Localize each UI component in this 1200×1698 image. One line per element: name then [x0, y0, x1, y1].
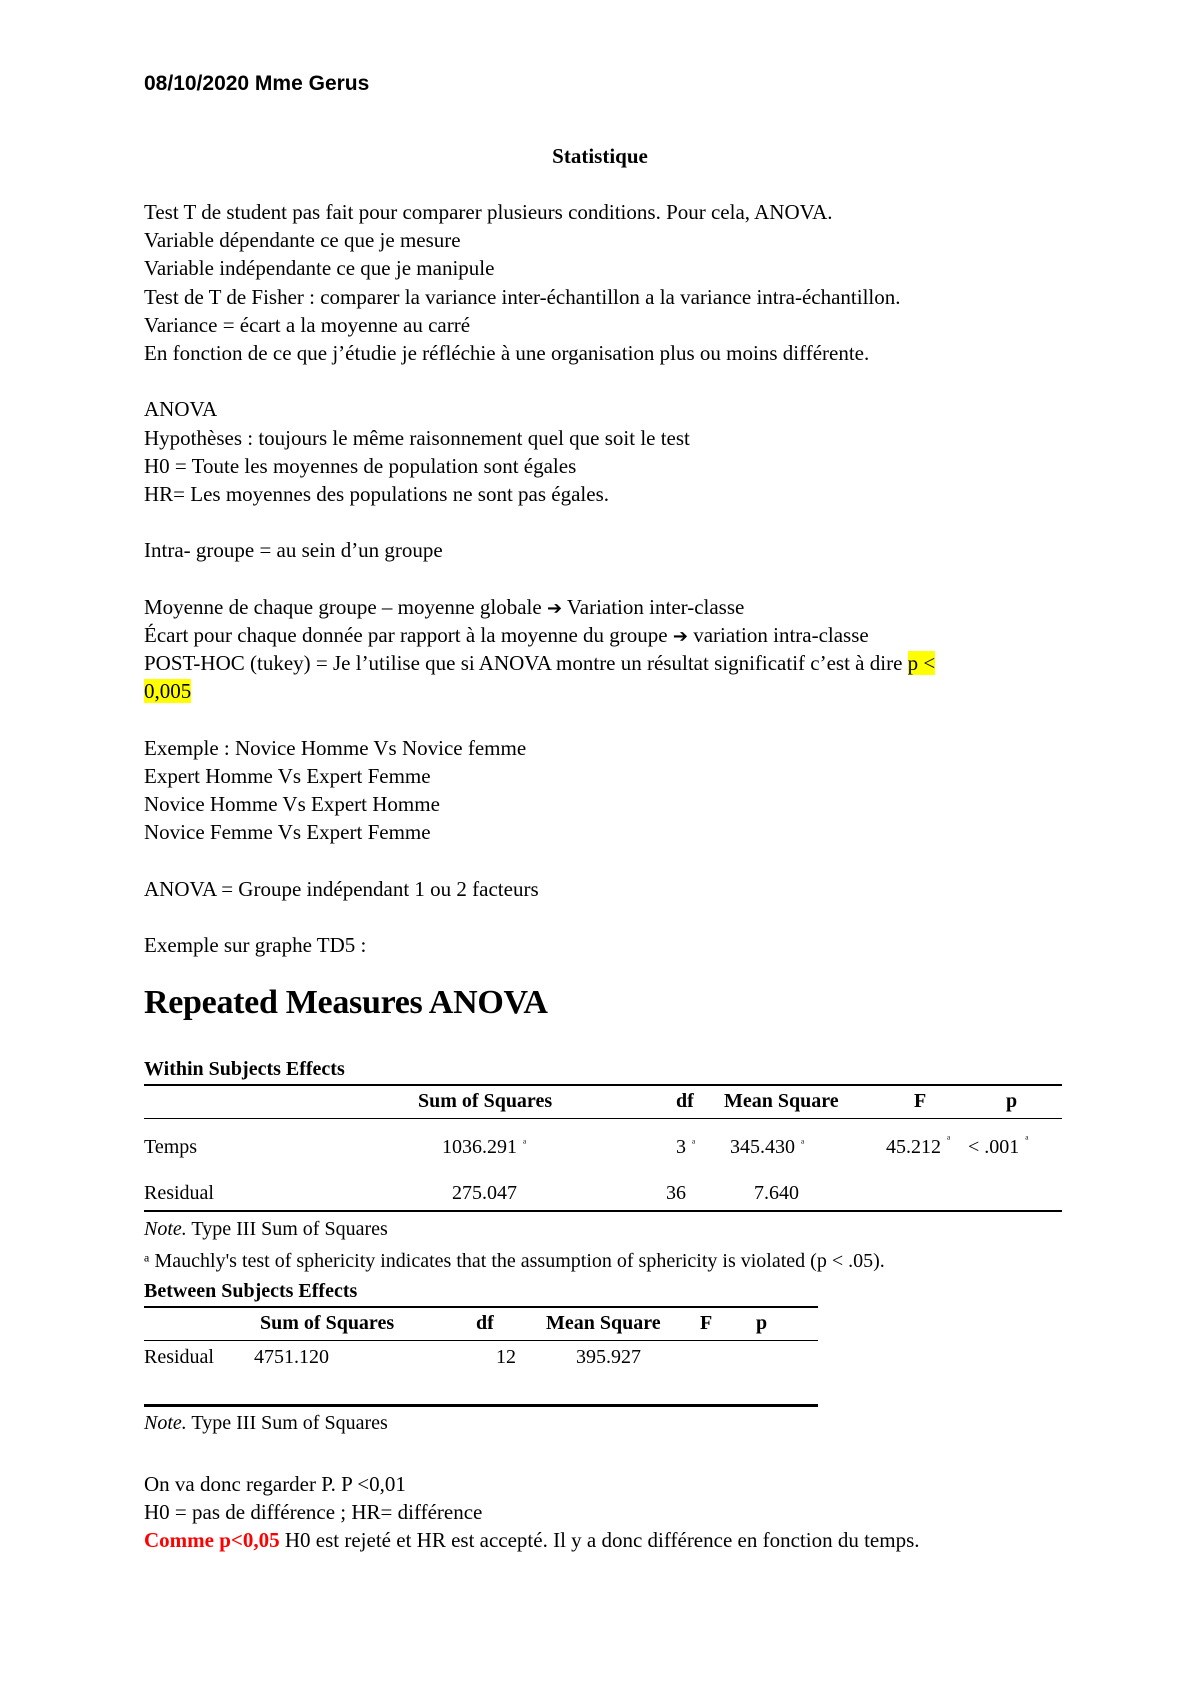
- conclusion-text: H0 est rejeté et HR est accepté. Il y a donc différence en fonction du temps.: [279, 1528, 920, 1552]
- table-note: Note. Type III Sum of Squares: [144, 1412, 388, 1434]
- column-header: Mean Square: [546, 1312, 661, 1334]
- table-cell: 345.430 $^ᵃ$: [730, 1136, 805, 1158]
- table-rule: [144, 1404, 818, 1407]
- arrow-right-icon: ➔: [546, 597, 563, 619]
- note-line: Exemple : Novice Homme Vs Novice femme: [144, 735, 527, 760]
- note-line: Intra- groupe = au sein d’un groupe: [144, 538, 443, 563]
- conclusion-line: On va donc regarder P. P <0,01: [144, 1472, 406, 1496]
- row-label: Residual: [144, 1346, 214, 1368]
- table-cell: 12: [496, 1346, 516, 1368]
- table-cell: 7.640: [754, 1182, 799, 1204]
- notes-body: [144, 198, 1064, 959]
- column-header: df: [676, 1090, 694, 1112]
- table-cell: 395.927: [576, 1346, 641, 1368]
- note-line: En fonction de ce que j’étudie je réfléchie à une organisation plus ou moins différente.: [144, 340, 870, 365]
- note-line: Exemple sur graphe TD5 :: [144, 932, 367, 957]
- column-header: F: [914, 1090, 927, 1112]
- arrow-right-icon: ➔: [672, 625, 688, 647]
- table-rule: [144, 1084, 1062, 1086]
- row-label: Temps: [144, 1136, 198, 1158]
- table-cell: 45.212 $^ᵃ$: [886, 1132, 951, 1158]
- within-table-title: Within Subjects Effects: [144, 1058, 345, 1080]
- column-header: Mean Square: [724, 1090, 839, 1112]
- column-header: p: [756, 1312, 768, 1334]
- note-line: Novice Homme Vs Expert Homme: [144, 791, 440, 816]
- note-line: Variable indépendante ce que je manipule: [144, 256, 495, 281]
- conclusion-line: [144, 1526, 920, 1554]
- highlighted-text: 0,005: [144, 679, 192, 704]
- footnote-marker: ᵃ: [947, 1132, 951, 1146]
- note-line: Expert Homme Vs Expert Femme: [144, 763, 431, 788]
- table-cell: 36: [666, 1182, 686, 1204]
- note-line: Test de T de Fisher : comparer la variance inter-échantillon a la variance intra-échantillon.: [144, 284, 901, 309]
- note-line: [144, 677, 1064, 705]
- note-line: Variance = écart a la moyenne au carré: [144, 312, 471, 337]
- note-line: Variable dépendante ce que je mesure: [144, 228, 461, 253]
- table-rule: [144, 1118, 1062, 1119]
- table-cell: 275.047: [452, 1182, 517, 1204]
- table-note: Note. Type III Sum of Squares: [144, 1218, 388, 1240]
- note-line: HR= Les moyennes des populations ne sont pas égales.: [144, 481, 610, 506]
- note-line: [144, 649, 1064, 677]
- conclusion-line: H0 = pas de différence ; HR= différence: [144, 1500, 483, 1524]
- anova-heading: Repeated Measures ANOVA: [144, 984, 548, 1021]
- table-cell: < .001 $^ᵃ$: [968, 1132, 1029, 1158]
- footnote-marker: ᵃ: [523, 1136, 527, 1150]
- note-text: variation intra-classe: [687, 622, 869, 647]
- note-line: Hypothèses : toujours le même raisonnement quel que soit le test: [144, 425, 690, 450]
- footnote-marker: ᵃ: [1025, 1132, 1029, 1146]
- note-line: H0 = Toute les moyennes de population sont égales: [144, 453, 577, 478]
- column-header: p: [1006, 1090, 1018, 1112]
- document-title: Statistique: [552, 144, 648, 168]
- red-emphasis: Comme p<0,05: [144, 1528, 280, 1552]
- table-cell: 1036.291 $^ᵃ$: [442, 1136, 527, 1158]
- table-rule: [144, 1306, 818, 1308]
- footnote-marker: ᵃ: [692, 1136, 696, 1150]
- column-header: Sum of Squares: [260, 1312, 395, 1334]
- note-line: ANOVA: [144, 397, 218, 422]
- footnote-marker: ᵃ: [801, 1136, 805, 1150]
- highlighted-text: p <: [907, 651, 936, 675]
- table-footnote: ᵃ Mauchly's test of sphericity indicates that the assumption of sphericity is violated (p < .05).: [144, 1250, 885, 1272]
- document-header: 08/10/2020 Mme Gerus: [144, 72, 370, 95]
- note-text: POST-HOC (tukey) = Je l’utilise que si ANOVA montre un résultat significatif c’est à dire: [144, 651, 908, 675]
- row-label: Residual: [144, 1182, 214, 1204]
- note-line: ANOVA = Groupe indépendant 1 ou 2 facteurs: [144, 876, 539, 901]
- note-text: Moyenne de chaque groupe – moyenne globale: [144, 594, 547, 619]
- note-line: [144, 621, 1064, 649]
- between-table-title: Between Subjects Effects: [144, 1280, 358, 1302]
- note-line: Test T de student pas fait pour comparer plusieurs conditions. Pour cela, ANOVA.: [144, 200, 833, 224]
- table-cell: 4751.120: [254, 1346, 329, 1368]
- column-header: Sum of Squares: [418, 1090, 553, 1112]
- note-text: Écart pour chaque donnée par rapport à la moyenne du groupe: [144, 622, 673, 647]
- note-line: [144, 593, 1064, 621]
- table-rule: [144, 1340, 818, 1341]
- note-line: Novice Femme Vs Expert Femme: [144, 820, 431, 845]
- column-header: F: [700, 1312, 713, 1334]
- table-rule: [144, 1210, 1062, 1212]
- column-header: df: [476, 1312, 494, 1334]
- table-cell: 3 $^ᵃ$: [676, 1136, 696, 1158]
- note-text: Variation inter-classe: [562, 594, 745, 619]
